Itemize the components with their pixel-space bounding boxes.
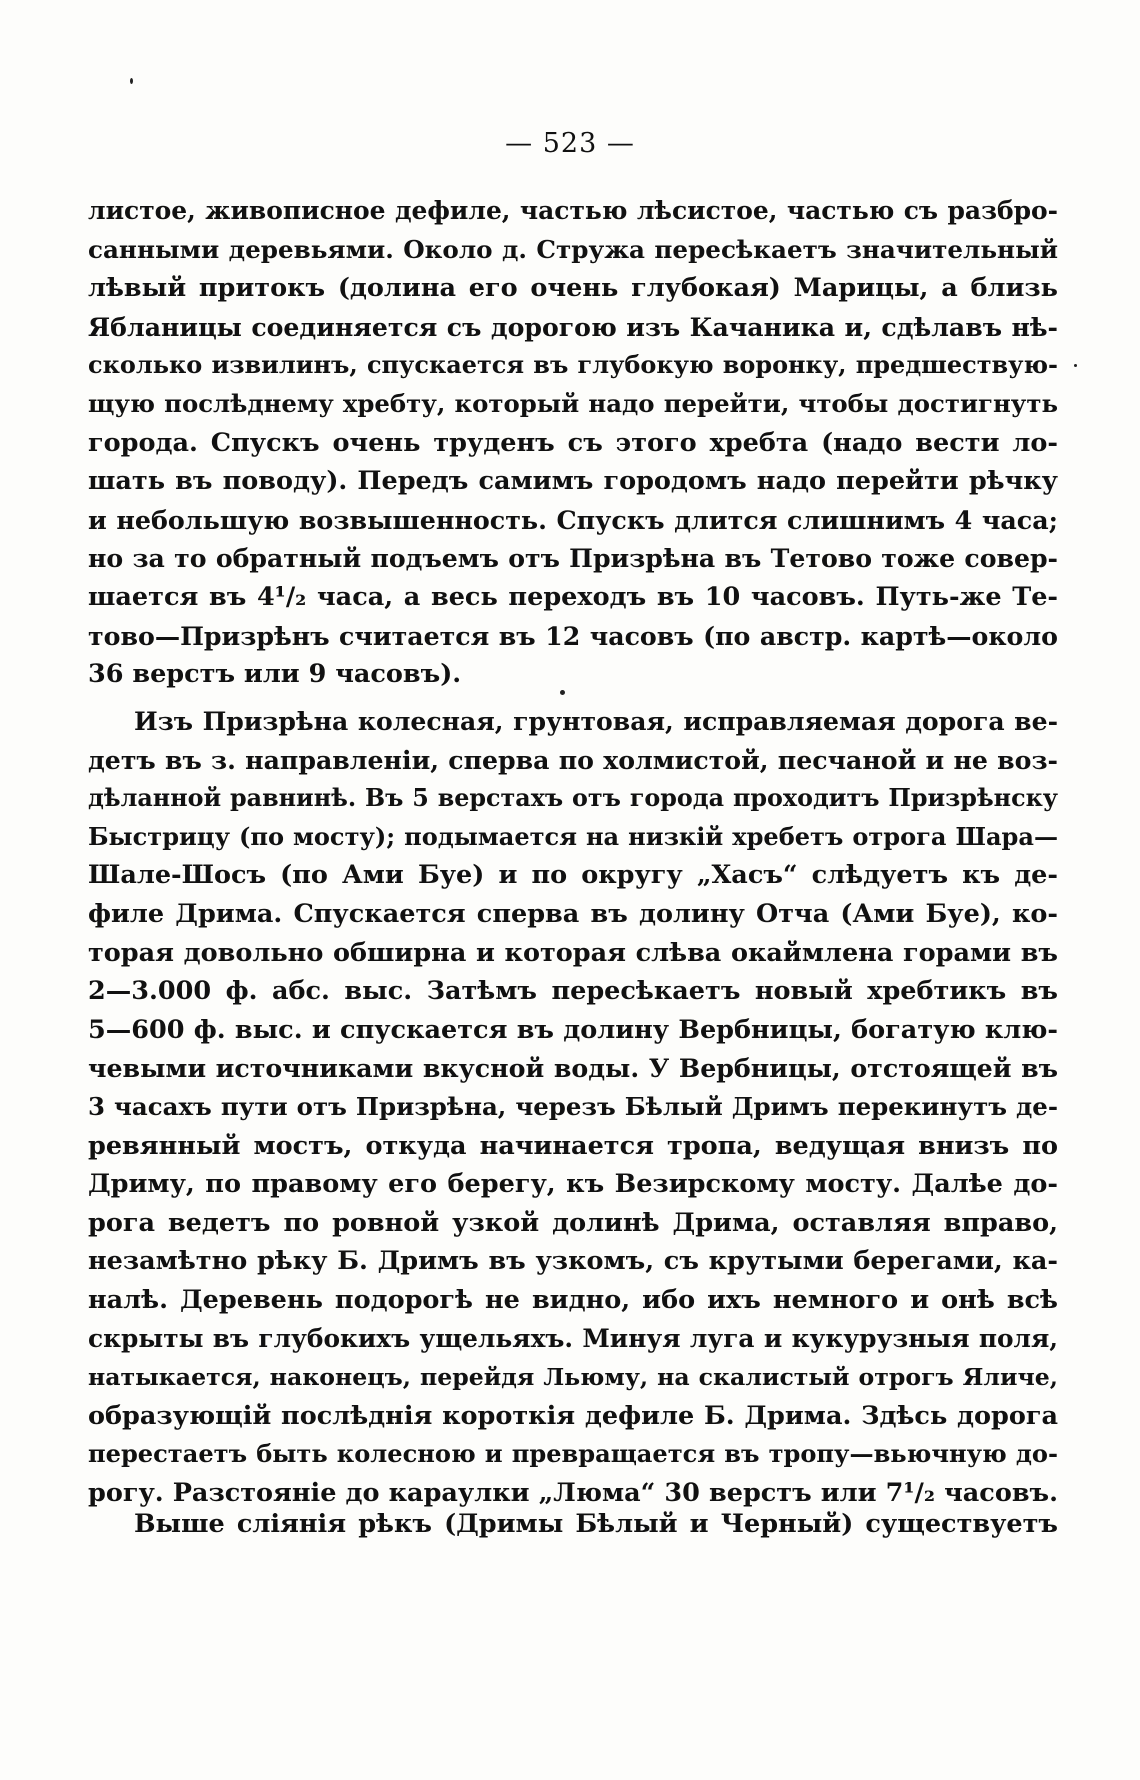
text-line: Быстрицу (по мосту); подымается на низкій хребетъ отрога Шара— <box>88 821 1058 851</box>
text-line: 2—3.000 ф. абс. выс. Затѣмъ пересѣкаетъ новый хребтикъ въ <box>88 976 1058 1007</box>
text-line: чевыми источниками вкусной воды. У Вербницы, отстоящей въ <box>88 1053 1058 1084</box>
text-line: рогу. Разстояніе до караулки „Люма“ 30 верстъ или 7¹/₂ часовъ. <box>88 1477 1058 1508</box>
text-line: торая довольно обширна и которая слѣва окаймлена горами въ <box>88 937 1058 968</box>
text-line: ревянный мостъ, откуда начинается тропа, ведущая внизъ по <box>88 1130 1058 1161</box>
scan-speck <box>130 78 133 84</box>
text-line: 3 часахъ пути отъ Призрѣна, черезъ Бѣлый Дримъ перекинутъ де- <box>88 1091 1058 1121</box>
text-line: сколько извилинъ, спускается въ глубокую воронку, предшествую- <box>88 351 1058 380</box>
scan-speck <box>1074 364 1077 367</box>
text-line: филе Дрима. Спускается сперва въ долину Отча (Ами Буе), ко- <box>88 898 1058 929</box>
text-line: перестаетъ быть колесною и превращается въ тропу—вьючную до- <box>88 1439 1058 1469</box>
scan-speck <box>560 690 565 695</box>
text-line: Изъ Призрѣна колесная, грунтовая, исправляемая дорога ве- <box>134 706 1058 736</box>
text-line: 5—600 ф. выс. и спускается въ долину Вербницы, богатую клю- <box>88 1014 1058 1045</box>
paragraph-3 <box>88 1505 1058 1544</box>
text-line: незамѣтно рѣку Б. Дримъ въ узкомъ, съ крутыми берегами, ка- <box>88 1246 1058 1277</box>
text-line: листое, живописное дефиле, частью лѣсистое, частью съ разбро- <box>88 196 1058 225</box>
text-line: и небольшую возвышенность. Спускъ длится слишнимъ 4 часа; <box>88 504 1058 535</box>
text-line: налѣ. Деревень подорогѣ не видно, ибо ихъ немного и онѣ всѣ <box>88 1284 1058 1315</box>
text-line: детъ въ з. направленіи, сперва по холмистой, песчаной и не воз- <box>88 744 1058 775</box>
text-line: Дриму, по правому его берегу, къ Везирскому мосту. Далѣе до- <box>88 1169 1058 1200</box>
text-line: натыкается, наконецъ, перейдя Льюму, на скалистый отрогъ Яличе, <box>88 1363 1058 1392</box>
text-line: Выше слiянiя рѣкъ (Дримы Бѣлый и Черный) существуетъ <box>134 1509 1058 1539</box>
text-line: 36 верстъ или 9 часовъ). <box>88 659 462 690</box>
text-line: скрыты въ глубокихъ ущельяхъ. Минуя луга и кукурузныя поля, <box>88 1323 1058 1353</box>
text-line: города. Спускъ очень труденъ съ этого хребта (надо вести ло- <box>88 427 1058 458</box>
text-line: щую послѣднему хребту, который надо перейти, чтобы достигнуть <box>88 388 1058 418</box>
text-line: шать въ поводу). Передъ самимъ городомъ надо перейти рѣчку <box>88 466 1058 497</box>
paragraph-2 <box>88 702 1058 1512</box>
text-line: шается въ 4¹/₂ часа, а весь переходъ въ 10 часовъ. Путь-же Те- <box>88 581 1058 612</box>
text-line: санными деревьями. Около д. Стружа пересѣкаетъ значительный <box>88 234 1058 264</box>
text-line: Шале-Шосъ (по Ами Буе) и по округу „Хасъ“ слѣдуетъ къ де- <box>88 860 1058 891</box>
paragraph-1 <box>88 192 1058 694</box>
text-line: образующій послѣднія короткія дефиле Б. Дрима. Здѣсь дорога <box>88 1400 1058 1431</box>
page-number: — 523 — <box>505 128 635 159</box>
text-line: дѣланной равнинѣ. Въ 5 верстахъ отъ города проходитъ Призрѣнску <box>88 784 1058 813</box>
text-line: но за то обратный подъемъ отъ Призрѣна въ Тетово тоже совер- <box>88 543 1058 574</box>
text-line: лѣвый притокъ (долина его очень глубокая) Марицы, а близь <box>88 273 1058 304</box>
text-line: тово—Призрѣнъ считается въ 12 часовъ (по австр. картѣ—около <box>88 620 1058 651</box>
text-line: рога ведетъ по ровной узкой долинѣ Дрима, оставляя вправо, <box>88 1207 1058 1238</box>
text-line: Ябланицы соединяется съ дорогою изъ Качаника и, сдѣлавъ нѣ- <box>88 311 1058 342</box>
